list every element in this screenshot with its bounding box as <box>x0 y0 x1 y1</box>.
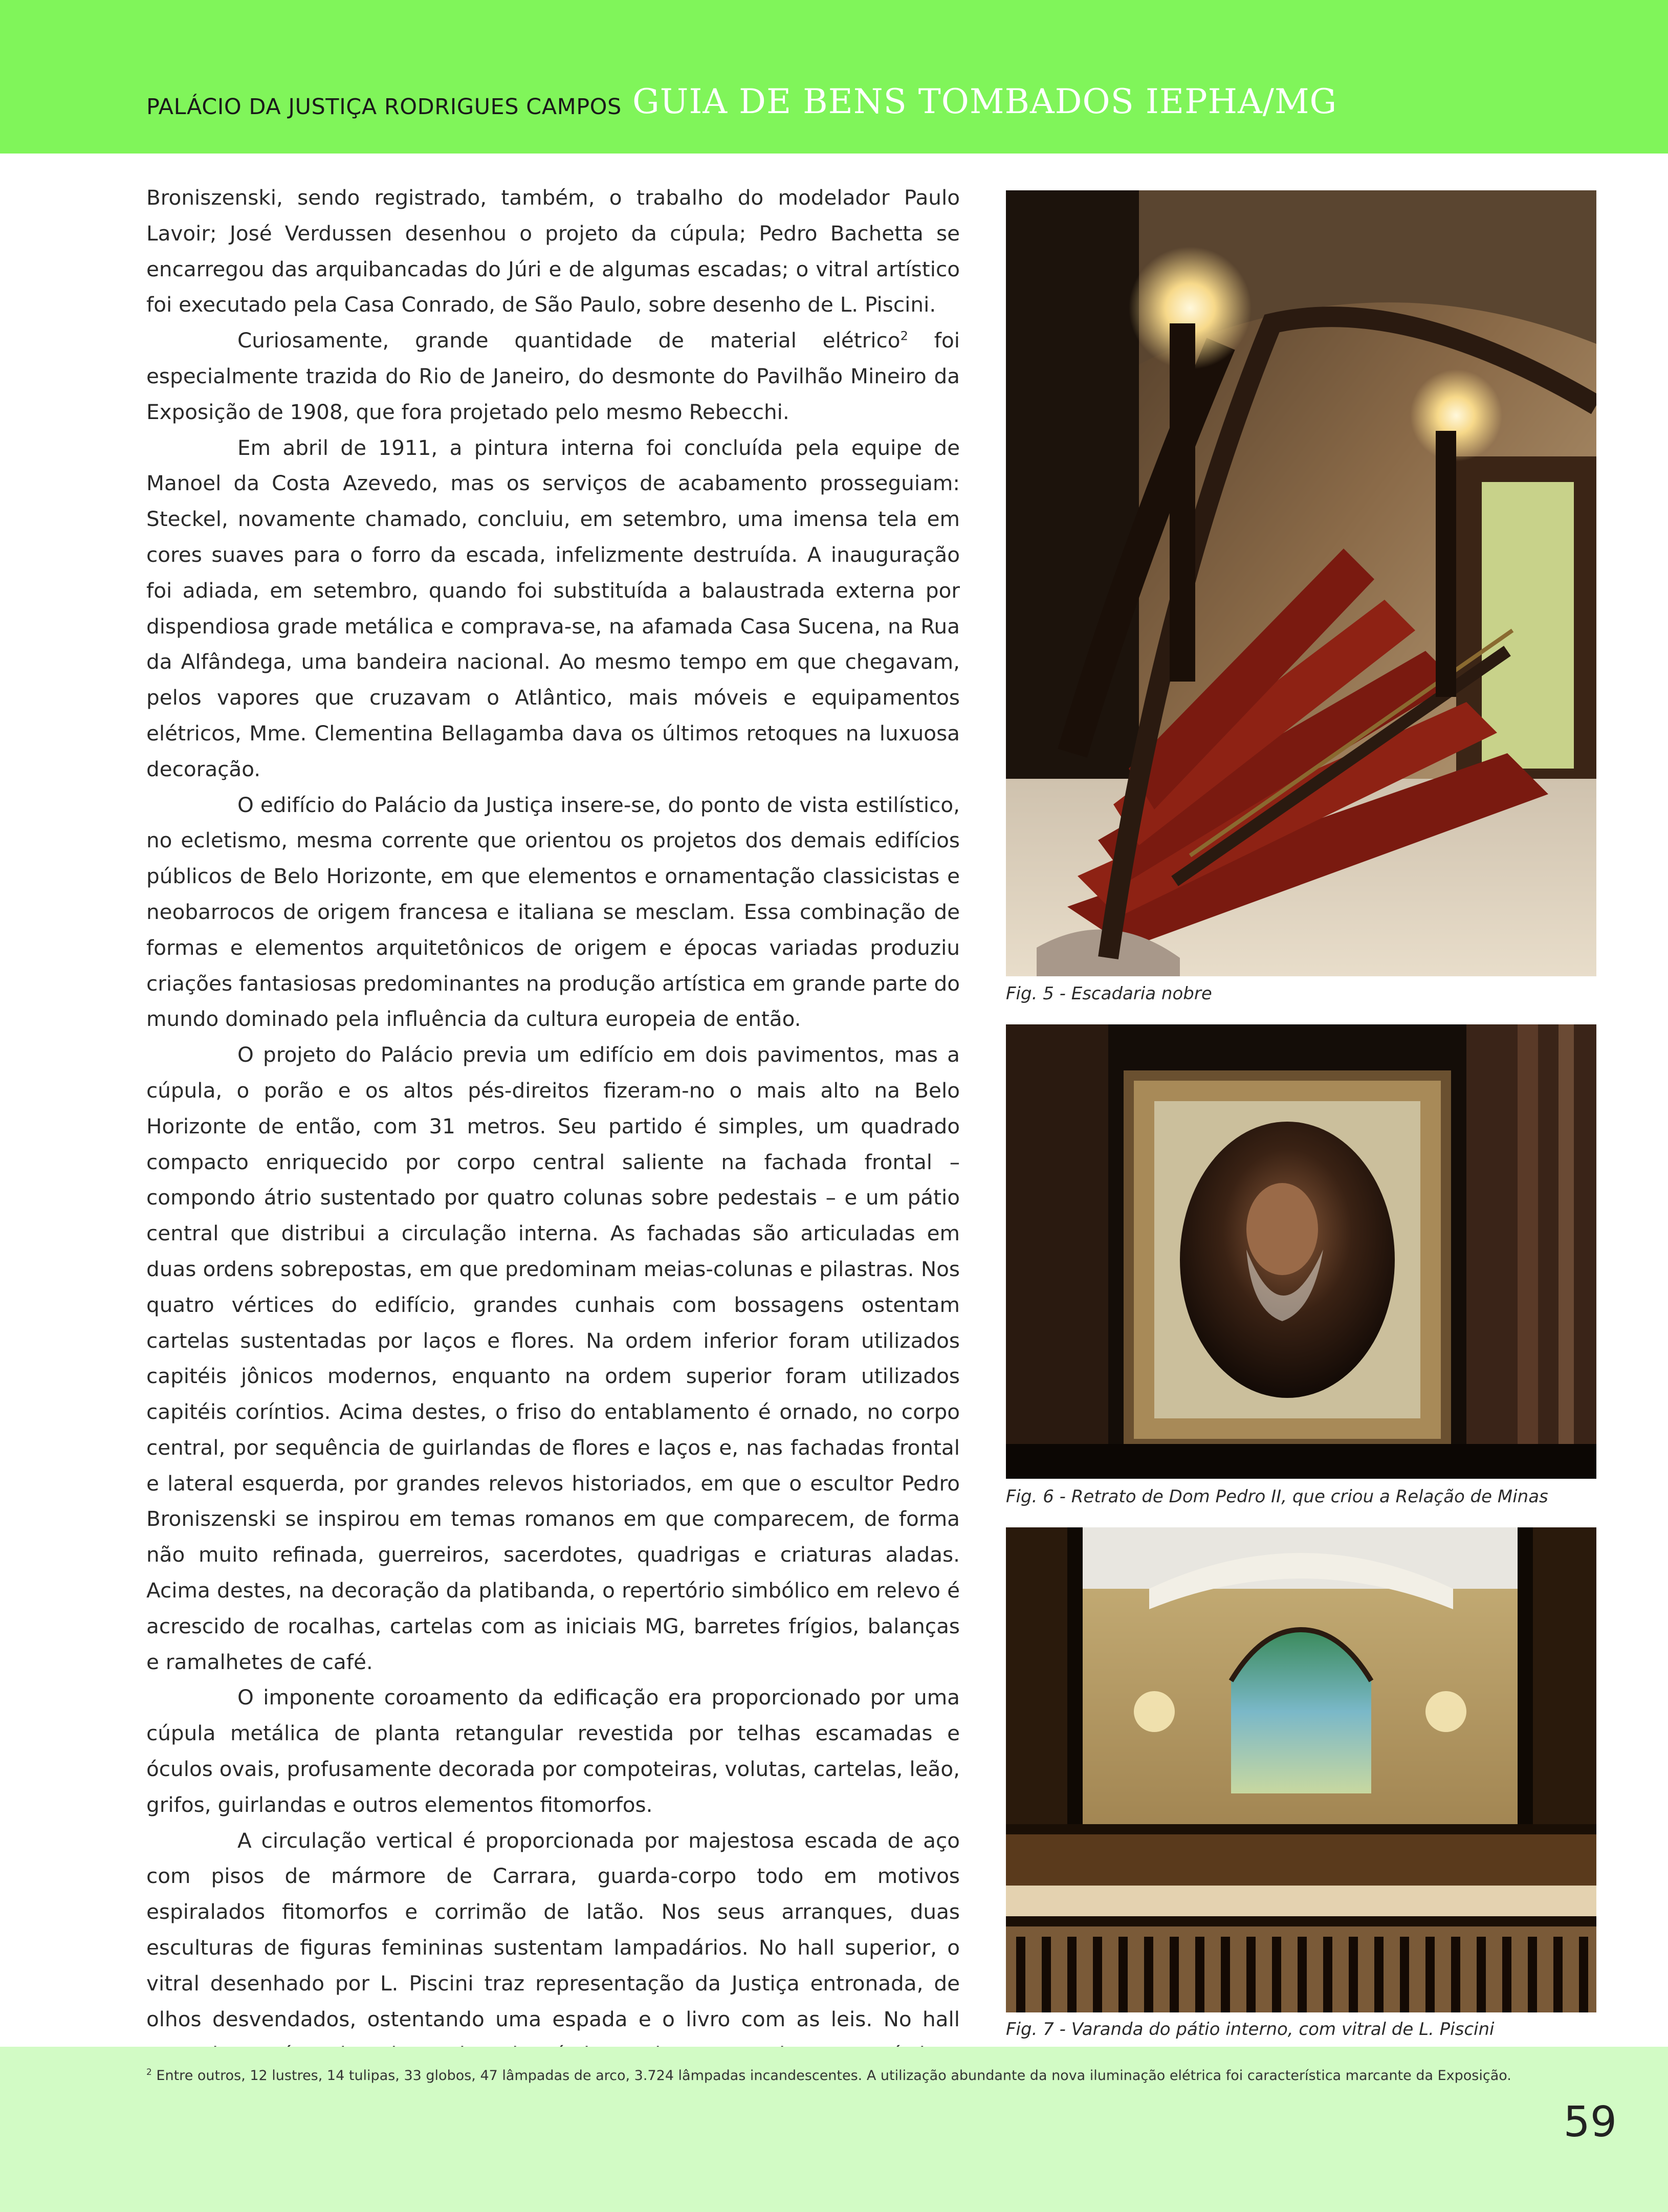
footnote-text: Entre outros, 12 lustres, 14 tulipas, 33 globos, 47 lâmpadas de arco, 3.724 lâmpadas incandescentes. A utilização abundante da nova iluminação elétrica foi característica marcante da Exposição. <box>156 2068 1511 2084</box>
figure-6-caption: Fig. 6 - Retrato de Dom Pedro II, que criou a Relação de Minas <box>1006 1486 1548 1507</box>
paragraph-4: O edifício do Palácio da Justiça insere-se, do ponto de vista estilístico, no ecletismo, mesma corrente que orientou os projetos dos demais edifícios públicos de Belo Horizonte, em que elementos e ornamentação classicistas e neobarrocos de origem francesa e italiana se mesclam. Essa combinação de formas e elementos arquitetônicos de origem e épocas variadas produziu criações fantasiosas predominantes na produção artística em grande parte do mundo dominado pela influência da cultura europeia de então. <box>146 792 960 1032</box>
paragraph-6: O imponente coroamento da edificação era proporcionado por uma cúpula metálica de planta retangular revestida por telhas escamadas e óculos ovais, profusamente decorada por compoteiras, volutas, cartelas, leão, grifos, guirlandas e outros elementos fitomorfos. <box>146 1685 960 1817</box>
paragraph-3: Em abril de 1911, a pintura interna foi concluída pela equipe de Manoel da Costa Azevedo, mas os serviços de acabamento prosseguiam: Steckel, novamente chamado, concluiu, em setembro, uma imensa tela em cores suaves para o forro da escada, infelizmente destruída. A inauguração foi adiada, em setembro, quando foi substituída a balaustrada externa por dispendiosa grade metálica e comprava-se, na afamada Casa Sucena, na Rua da Alfândega, uma bandeira nacional. Ao mesmo tempo em que chegavam, pelos vapores que cruzavam o Atlântico, mais móveis e equipamentos elétricos, Mme. Clementina Bellagamba dava os últimos retoques na luxuosa decoração. <box>146 435 960 781</box>
paragraph-5: O projeto do Palácio previa um edifício em dois pavimentos, mas a cúpula, o porão e os altos pés-direitos fizeram-no o mais alto na Belo Horizonte de então, com 31 metros. Seu partido é simples, um quadrado compacto enriquecido por corpo central saliente na fachada frontal – compondo átrio sustentado por quatro colunas sobre pedestais – e um pátio central que distribui a circulação interna. As fachadas são articuladas em duas ordens sobrepostas, em que predominam meias-colunas e pilastras. Nos quatro vértices do edifício, grandes cunhais com bossagens ostentam cartelas sustentadas por laços e flores. Na ordem inferior foram utilizados capitéis jônicos modernos, enquanto na ordem superior foram utilizados capitéis coríntios. Acima destes, o friso do entablamento é ornado, no corpo central, por sequência de guirlandas de flores e laços e, nas fachadas frontal e lateral esquerda, por grandes relevos historiados, em que o escultor Pedro Broniszenski se inspirou em temas romanos em que comparecem, de forma não muito refinada, guerreiros, sacerdotes, quadrigas e criaturas aladas. Acima destes, na decoração da platibanda, o repertório simbólico em relevo é acrescido de rocalhas, cartelas com as iniciais MG, barretes frígios, balanças e ramalhetes de café. <box>146 1042 960 1674</box>
figure-7-caption: Fig. 7 - Varanda do pátio interno, com vitral de L. Piscini <box>1006 2019 1495 2040</box>
figure-5-caption: Fig. 5 - Escadaria nobre <box>1006 983 1212 1004</box>
paragraph-2 <box>146 323 960 430</box>
guide-title: GUIA DE BENS TOMBADOS IEPHA/MG <box>632 82 1337 121</box>
patio-photo <box>1006 1527 1596 2012</box>
portrait-photo <box>1006 1024 1596 1479</box>
main-text <box>146 180 960 2109</box>
paragraph-2-text-b: foi especialmente trazida do Rio de Janeiro, do desmonte do Pavilhão Mineiro da Exposição de 1908, que fora projetado pelo mesmo Rebecchi. <box>146 328 960 424</box>
paragraph-1: Broniszenski, sendo registrado, também, o trabalho do modelador Paulo Lavoir; José Verdussen desenhou o projeto da cúpula; Pedro Bachetta se encarregou das arquibancadas do Júri e de algumas escadas; o vitral artístico foi executado pela Casa Conrado, de São Paulo, sobre desenho de L. Piscini. <box>146 185 960 317</box>
paragraph-7-text-a: A circulação vertical é proporcionada por majestosa escada de aço com pisos de mármore de Carrara, guarda-corpo todo em motivos espiralados fitomorfos e corrimão de latão. Nos seus arranques, duas esculturas de figuras femininas sustentam lampadários. No hall superior, o vitral desenhado por L. Piscini traz representação da Justiça entronada, de olhos desvendados, ostentando uma espada e o livro com as leis. No hall <box>146 1828 960 2031</box>
paragraph-2-text-a: Curiosamente, grande quantidade de material elétrico <box>237 328 901 353</box>
footnote-mark: 2 <box>146 2067 152 2077</box>
staircase-photo <box>1006 190 1596 976</box>
page-number: 59 <box>1563 2098 1617 2147</box>
page-header <box>0 0 1668 154</box>
footnote <box>146 2067 1630 2084</box>
section-title: PALÁCIO DA JUSTIÇA RODRIGUES CAMPOS <box>146 94 622 120</box>
footnote-ref: 2 <box>900 328 908 343</box>
